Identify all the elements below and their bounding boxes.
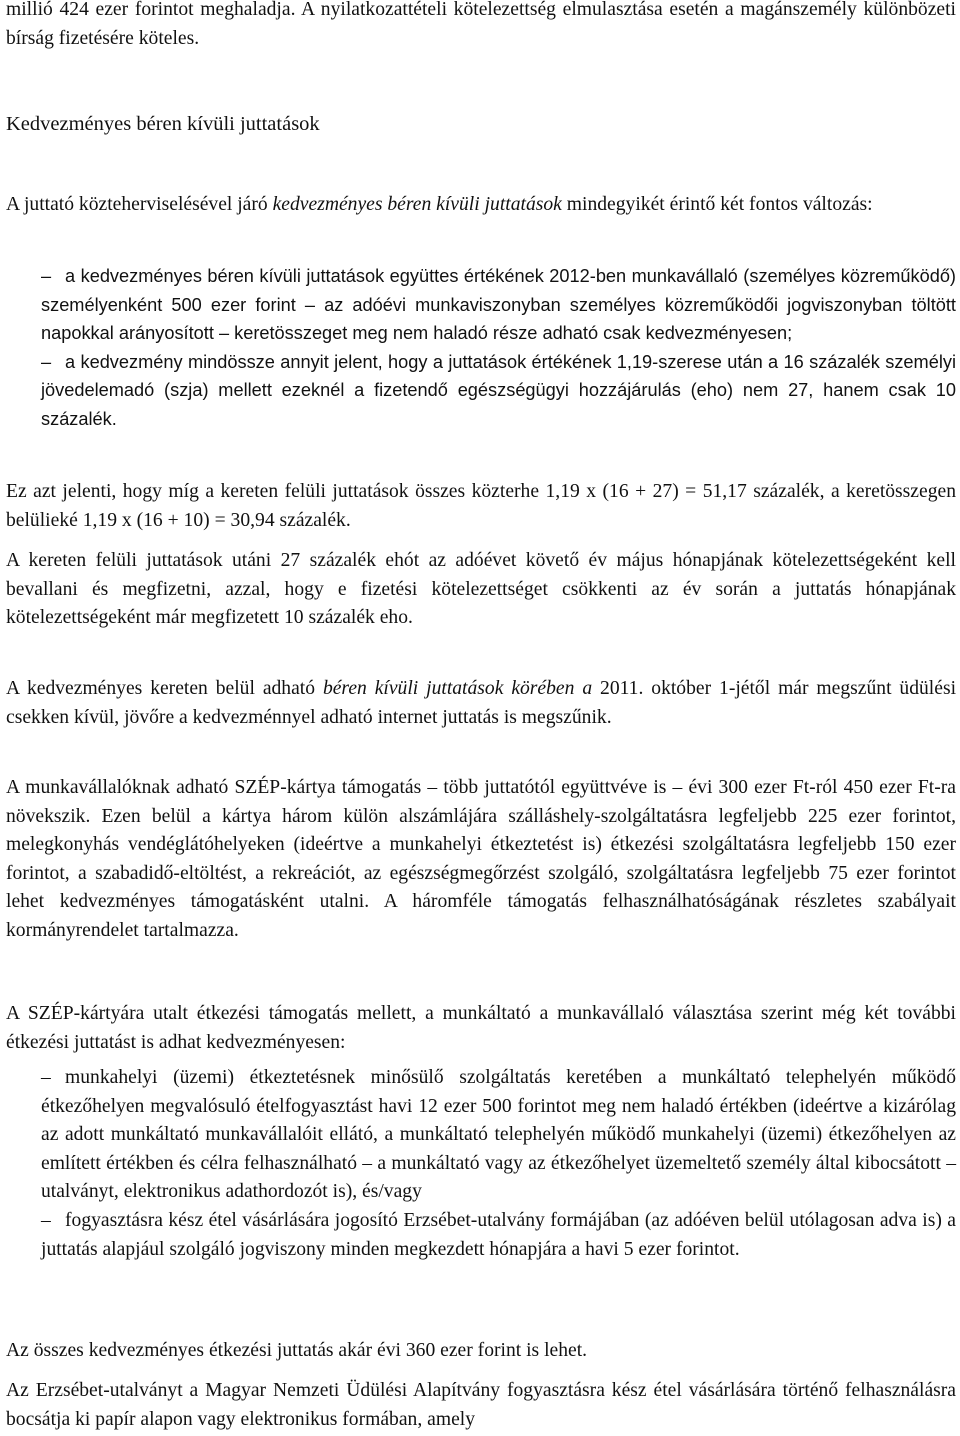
list-item [41,1207,956,1264]
kereten-text-1: A kedvezményes kereten belül adható [6,678,323,699]
tax-paragraph: Ez azt jelenti, hogy míg a kereten felüli juttatások összes közterhe 1,19 x (16 + 27) = 51,17 százalék, a keretösszegen belülieké 1,19 x (16 + 10) = 30,94 százalék. [6,481,956,531]
list-item [41,1064,956,1207]
intro-italic: kedvezményes béren kívüli juttatások [272,194,562,215]
list-item-text: fogyasztásra kész étel vásárlására jogosító Erzsébet-utalvány formájában (az adóéven belül utólagosan adva is) a juttatás alapjául szolgáló jogviszony minden megkezdett hónapjára a havi 5 ezer forintot. [41,1209,956,1260]
dash-bullet: – [41,1067,51,1088]
list-item [41,348,956,434]
list-item-text: a kedvezményes béren kívüli juttatások együttes értékének 2012-ben munkavállaló (személyes közreműködő) személyenként 500 ezer forint – az adóévi munkaviszonyban személyes közreműködői jogviszonyban töltött napokkal arányosított – keretösszeget meg nem haladó része adható csak kedvezményesen; [41,266,956,344]
szep-meal-paragraph: A SZÉP-kártyára utalt étkezési támogatás mellett, a munkáltató a munkavállaló választása szerint még két további étkezési juttatást is adhat kedvezményesen: [6,1003,956,1053]
szep-paragraph: A munkavállalóknak adható SZÉP-kártya támogatás – több juttatótól együttvéve is – évi 300 ezer Ft-ról 450 ezer Ft-ra növekszik. Ezen belül a kártya három külön alszámlájára szálláshely-szolgáltatásra legfeljebb 225 ezer forintot, melegkonyhás vendéglátóhelyeken (ideértve a munkahelyi étkeztetést is) étkezési szolgáltatásra legfeljebb 150 ezer forintot, a szabadidő-eltöltést, a rekreációt, az egészségmegőrzést szolgáló, szolgáltatásra legfeljebb 75 ezer forintot lehet kedvezményes támogatásként utalni. A háromféle támogatás felhasználhatóságának részletes szabályait kormányrendelet tartalmazza. [6,777,956,941]
kereten-text-2: 2011. október 1-jétől már megszűnt üdülési csekken kívül, jövőre a kedvezménnyel adható internet juttatás is megszűnik. [6,678,957,728]
kereten-italic: béren kívüli juttatások körében a [322,678,593,699]
change-list [6,262,956,434]
list-item [41,262,956,348]
erzsebet-paragraph: Az Erzsébet-utalványt a Magyar Nemzeti Üdülési Alapítvány fogyasztásra kész étel vásárlására történő felhasználásra bocsátja ki papír alapon vagy elektronikus formában, amely [6,1380,956,1430]
kereten-paragraph [6,675,956,732]
meal-list [6,1064,956,1264]
section-heading: Kedvezményes béren kívüli juttatások [6,113,320,135]
intro-paragraph [6,191,956,220]
dash-bullet: – [41,1209,51,1231]
dash-bullet: – [41,351,52,372]
intro-text-1: A juttató közteherviselésével járó [6,194,273,215]
list-item-text: munkahelyi (üzemi) étkeztetésnek minősülő szolgáltatás keretében a munkáltató telephelyén működő étkezőhelyen megvalósuló ételfogyasztást havi 12 ezer 500 forintot meg nem haladó értékben (ideértve a kizárólag az adott munkáltató munkavállalóit ellátó, a munkáltató telephelyén működő munkahelyi (üzemi) étkezőhelyen az említett értékben és célra felhasználható – a munkáltató vagy az étkezőhelyet üzemeltető személy által kibocsátott – utalványt, elektronikus adathordozót is), és/vagy [41,1067,956,1203]
dash-bullet: – [41,266,52,286]
list-item-text: a kedvezmény mindössze annyit jelent, hogy a juttatások értékének 1,19-szerese után a 16 százalék személyi jövedelemadó (szja) mellett ezeknél a fizetendő egészségügyi hozzájárulás (eho) nem 27, hanem csak 10 százalék. [41,351,956,429]
intro-text-2: mindegyikét érintő két fontos változás: [561,194,873,215]
eho-paragraph: A kereten felüli juttatások utáni 27 százalék ehót az adóévet követő év május hónapjának kötelezettségeként kell bevallani és megfizetni, azzal, hogy e fizetési kötelezettséget csökkenti az év során a juttatás hónapjának kötelezettségeként már megfizetett 10 százalék eho. [6,550,956,629]
total-paragraph: Az összes kedvezményes étkezési juttatás akár évi 360 ezer forint is lehet. [6,1340,588,1361]
top-paragraph: millió 424 ezer forintot meghaladja. A nyilatkozattételi kötelezettség elmulasztása esetén a magánszemély különbözeti bírság fizetésére köteles. [6,0,956,49]
